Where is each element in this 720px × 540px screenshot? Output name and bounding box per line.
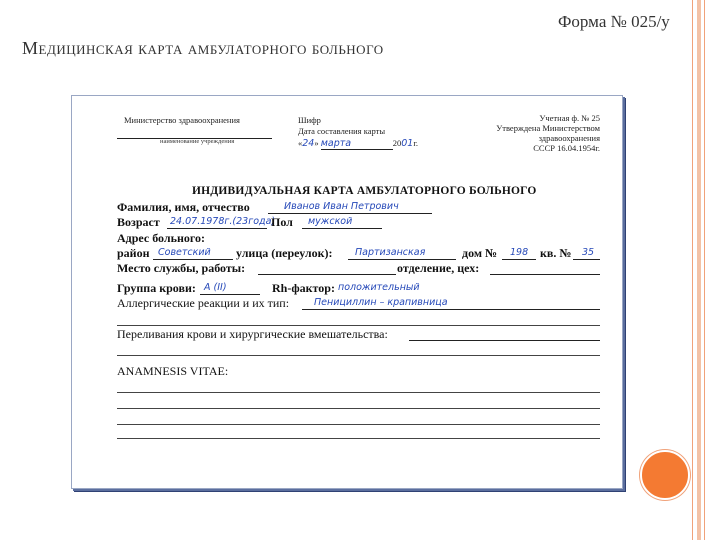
ministry-label: Министерство здравоохранения bbox=[124, 115, 240, 125]
fio-line bbox=[268, 213, 432, 214]
apt-line bbox=[573, 259, 600, 260]
accounting-form-line: Учетная ф. № 25 bbox=[539, 113, 600, 123]
age-line bbox=[167, 228, 267, 229]
date-year-suffix: г. bbox=[413, 138, 418, 148]
house-line bbox=[502, 259, 536, 260]
transfusion-label: Переливания крови и хирургические вмешательства: bbox=[117, 327, 388, 341]
blood-value: А (II) bbox=[204, 282, 227, 293]
accounting-form-line: СССР 16.04.1954г. bbox=[533, 143, 600, 153]
street-value: Партизанская bbox=[355, 247, 426, 258]
age-label: Возраст bbox=[117, 215, 160, 229]
decor-stripe bbox=[692, 0, 693, 540]
sex-value: мужской bbox=[308, 216, 353, 227]
district-line bbox=[153, 259, 233, 260]
blank-line bbox=[117, 408, 600, 409]
allergy-label: Аллергические реакции и их тип: bbox=[117, 296, 290, 310]
sex-line bbox=[302, 228, 382, 229]
date-day: 24 bbox=[302, 138, 315, 149]
blank-line bbox=[117, 438, 600, 439]
allergy-line bbox=[302, 309, 600, 310]
anamnesis-label: ANAMNESIS VITAE: bbox=[117, 364, 229, 378]
slide-title-text: Медицинская карта амбулаторного больного bbox=[22, 38, 384, 58]
transfusion-line bbox=[409, 340, 600, 341]
date-compiled-row: «24» марта 2001г. bbox=[298, 138, 418, 149]
sex-label: Пол bbox=[271, 215, 293, 229]
district-value: Советский bbox=[158, 247, 211, 258]
street-label: улица (переулок): bbox=[236, 246, 333, 260]
blank-line bbox=[117, 424, 600, 425]
street-line bbox=[348, 259, 456, 260]
house-label: дом № bbox=[462, 246, 498, 260]
rh-label: Rh-фактор: bbox=[272, 281, 335, 295]
form-number: Форма № 025/у bbox=[558, 12, 670, 31]
decor-stripe bbox=[704, 0, 705, 540]
work-line bbox=[258, 274, 396, 275]
accounting-form-line: Утверждена Министерством bbox=[496, 123, 600, 133]
blood-label: Группа крови: bbox=[117, 281, 196, 295]
dept-label: отделение, цех: bbox=[397, 261, 480, 275]
blank-line bbox=[117, 325, 600, 326]
date-year-prefix: 20 bbox=[392, 138, 402, 148]
accounting-form-line: здравоохранения bbox=[538, 133, 600, 143]
institution-caption: наименование учреждения bbox=[160, 138, 235, 145]
date-compiled-label: Дата составления карты bbox=[298, 126, 386, 136]
address-label: Адрес больного: bbox=[117, 231, 206, 245]
medical-card-sheet bbox=[71, 95, 623, 489]
slide-title bbox=[22, 38, 384, 59]
code-label: Шифр bbox=[298, 115, 321, 125]
dept-line bbox=[490, 274, 600, 275]
work-label: Место службы, работы: bbox=[117, 261, 246, 275]
age-value: 24.07.1978г.(23года) bbox=[170, 216, 276, 227]
blank-line bbox=[117, 355, 600, 356]
blood-line bbox=[200, 294, 260, 295]
fio-value: Иванов Иван Петрович bbox=[284, 201, 399, 212]
apt-value: 35 bbox=[582, 247, 595, 258]
house-value: 198 bbox=[510, 247, 529, 258]
rh-value: положительный bbox=[338, 282, 420, 293]
decor-stripe bbox=[697, 0, 701, 540]
fio-label: Фамилия, имя, отчество bbox=[117, 200, 250, 214]
apt-label: кв. № bbox=[540, 246, 572, 260]
decor-circle bbox=[640, 450, 690, 500]
accounting-form bbox=[496, 113, 600, 153]
allergy-value: Пенициллин – крапивница bbox=[314, 297, 448, 308]
date-year: 01 bbox=[401, 138, 414, 149]
card-heading: ИНДИВИДУАЛЬНАЯ КАРТА АМБУЛАТОРНОГО БОЛЬНОГО bbox=[192, 185, 537, 197]
blank-line bbox=[117, 392, 600, 393]
date-month: марта bbox=[321, 139, 393, 150]
district-label: район bbox=[117, 246, 150, 260]
